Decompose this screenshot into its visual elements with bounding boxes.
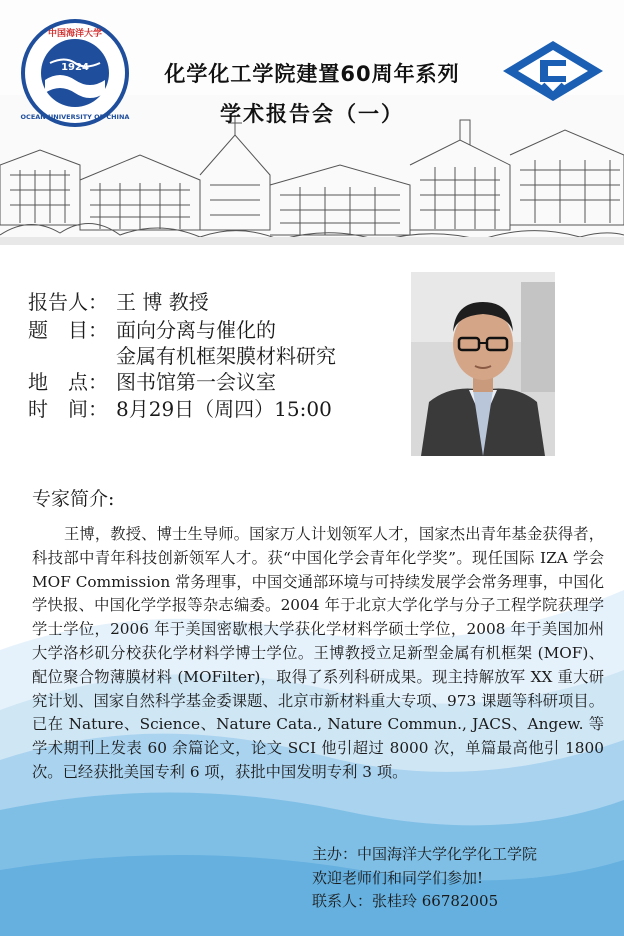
speaker-name: 王 博 教授 — [116, 290, 209, 314]
time-row — [28, 393, 332, 422]
logo-cn-name: 中国海洋大学 — [47, 29, 103, 39]
venue-value: 图书馆第一会议室 — [116, 370, 276, 394]
header-banner — [0, 0, 624, 245]
welcome-line: 欢迎老师们和同学们参加! — [312, 869, 484, 887]
speaker-bio: 王博，教授、博士生导师。国家万人计划领军人才，国家杰出青年基金获得者，科技部中青年科技创新领军人才。获“中国化学会青年化学奖”。现任国际 IZA 学会 MOF Commission 常务理事，中国交通部环境与可持续发展学会常务理事，中国化学快报、中国化学学报等杂志编委。2004 年于北京大学化学与分子工程学院获理学学士学位，2006 年于美国密歇根大学获化学材料学硕士学位，2008 年于美国加州大学洛杉矶分校获化学材料学博士学位。王博教授立足新型金属有机框架 (MOF)、配位聚合物薄膜材料 (MOFilter)，取得了系列科研成果。现主持解放军 XX 重大研究计划、国家自然科学基金委课题、北京市新材料重大专项、973 课题等科研项目。已在 Nature、Science、Nature Cata., Nature Commun., JACS、Angew. 等学术期刊上发表 60 余篇论文，论文 SCI 他引超过 8000 次，单篇最高他引 1800 次。已经获批美国专利 6 项，获批中国发明专利 3 项。 — [32, 525, 604, 781]
venue-row — [28, 366, 276, 395]
university-logo — [20, 18, 130, 128]
speaker-label: 报告人： — [28, 290, 108, 314]
speaker-row — [28, 286, 209, 315]
intro-heading: 专家简介: — [32, 488, 115, 510]
venue-label: 地 点： — [28, 370, 108, 394]
logo-year: 1924 — [61, 62, 89, 73]
topic-line2: 金属有机框架膜材料研究 — [116, 344, 336, 368]
contact-line: 联系人：张桂玲 66782005 — [312, 892, 499, 910]
topic-label: 题 目： — [28, 318, 108, 342]
time-value: 8月29日（周四）15:00 — [116, 397, 332, 421]
logo-en-name: OCEAN UNIVERSITY OF CHINA — [20, 113, 130, 121]
topic-line1: 面向分离与催化的 — [116, 318, 276, 342]
speaker-photo — [411, 272, 555, 456]
topic-row — [28, 314, 276, 343]
college-emblem-icon — [498, 38, 608, 104]
event-subtitle: 学术报告会（一） — [220, 102, 404, 126]
time-label: 时 间： — [28, 397, 108, 421]
event-title: 化学化工学院建置60周年系列 — [164, 62, 460, 86]
organizer-line: 主办：中国海洋大学化学化工学院 — [312, 845, 538, 863]
